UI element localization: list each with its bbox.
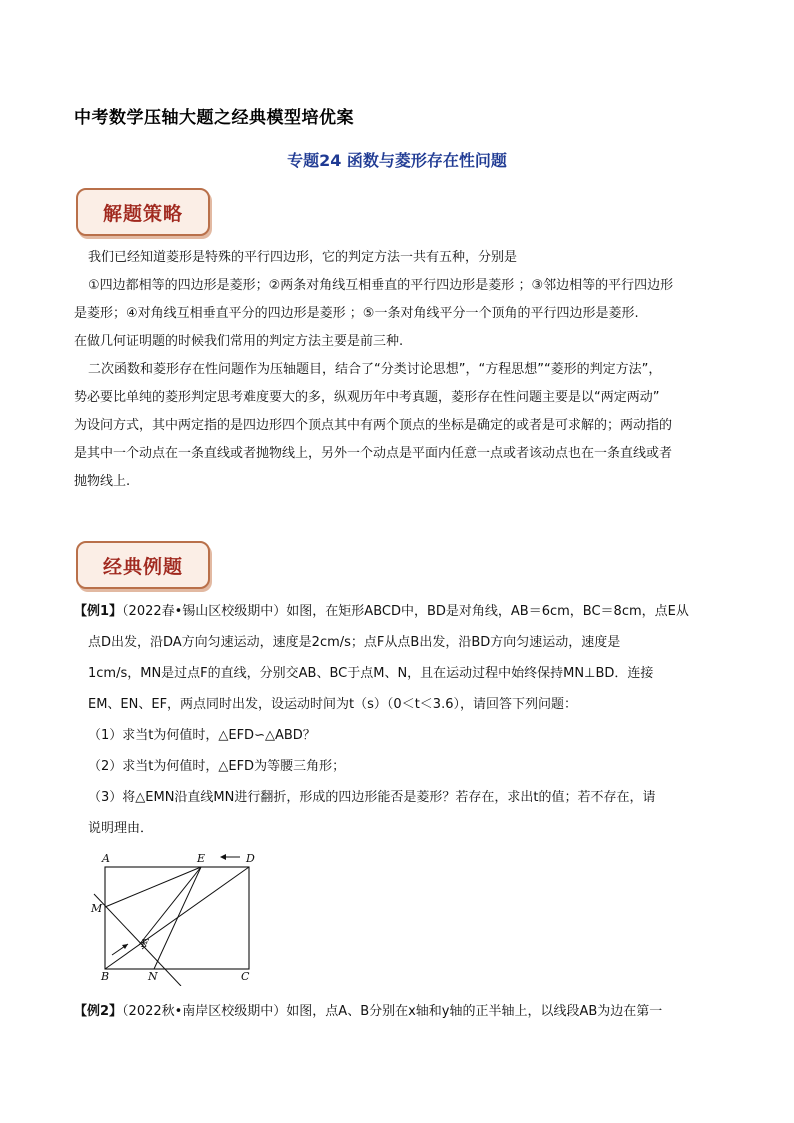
example1-tag: 【例1】 [74,604,123,619]
section-examples-label: 经典例题 [102,555,183,578]
example2-tag: 【例2】 [74,1004,123,1019]
segment-em [105,867,201,907]
example1-line1: 【例1】（2022春•锡山区校级期中）如图，在矩形ABCD中，BD是对角线，AB＝6cm，BC＝8cm，点E从 [74,604,689,619]
example1-q3b: 说明理由． [88,821,154,836]
label-d: D [246,852,255,865]
strategy-p4: 在做几何证明题的时候我们常用的判定方法主要是前三种. [74,334,404,349]
strategy-p7: 为设问方式，其中两定指的是四边形四个顶点其中有两个顶点的坐标是确定的或者是可求解的；两动指的 [74,418,673,433]
label-m: M [91,902,103,915]
arrow-da-head [220,854,226,860]
example1-line4: EM、EN、EF，两点同时出发，设运动时间为t（s）（0＜t＜3.6），请回答下列问题： [88,697,577,712]
section-strategy-label: 解题策略 [102,202,183,225]
label-b: B [101,970,110,983]
label-n: N [148,970,158,983]
example1-q2: （2）求当t为何值时，△EFD为等腰三角形； [88,759,346,774]
example2-line1: 【例2】（2022秋•南岸区校级期中）如图，点A、B分别在x轴和y轴的正半轴上，以线段AB为边在第一 [74,1004,663,1019]
geometry-figure [84,846,274,986]
label-a: A [102,852,110,865]
strategy-p9: 抛物线上. [74,474,131,489]
example1-text [74,596,734,844]
example1-line3: 1cm/s，MN是过点F的直线，分别交AB、BC于点M、N，且在运动过程中始终保持MN⊥BD．连接 [88,666,654,681]
strategy-text [74,244,724,496]
strategy-p5: 二次函数和菱形存在性问题作为压轴题目，结合了“分类讨论思想”，“方程思想”“菱形的判定方法”， [88,362,662,377]
strategy-p3: 是菱形；④对角线互相垂直平分的四边形是菱形 ；⑤一条对角线平分一个顶角的平行四边形是菱形. [74,306,639,321]
label-e: E [197,852,206,865]
example1-line2: 点D出发，沿DA方向匀速运动，速度是2cm/s；点F从点B出发，沿BD方向匀速运动，速度是 [88,635,621,650]
section-examples-box [76,541,210,589]
topic-title: 专题24 函数与菱形存在性问题 [287,151,507,170]
strategy-p6: 势必要比单纯的菱形判定思考难度要大的多，纵观历年中考真题，菱形存在性问题主要是以“两定两动” [74,390,660,405]
arrow-bd-head [122,944,128,949]
label-c: C [241,970,250,983]
label-f: F [141,937,149,950]
example1-q1: （1）求当t为何值时，△EFD∽△ABD？ [88,728,316,743]
strategy-p8: 是其中一个动点在一条直线或者抛物线上，另外一个动点是平面内任意一点或者该动点也在一条直线或者 [74,446,673,461]
example1-q3a: （3）将△EMN沿直线MN进行翻折，形成的四边形能否是菱形？若存在，求出t的值；若不存在，请 [88,790,656,805]
strategy-p2: ①四边都相等的四边形是菱形；②两条对角线互相垂直的平行四边形是菱形 ；③邻边相等的平行四边形 [88,278,674,293]
series-title: 中考数学压轴大题之经典模型培优案 [74,108,354,128]
section-strategy-box [76,188,210,236]
strategy-p1: 我们已经知道菱形是特殊的平行四边形，它的判定方法一共有五种，分别是 [88,250,518,265]
example2-text [74,996,734,1027]
